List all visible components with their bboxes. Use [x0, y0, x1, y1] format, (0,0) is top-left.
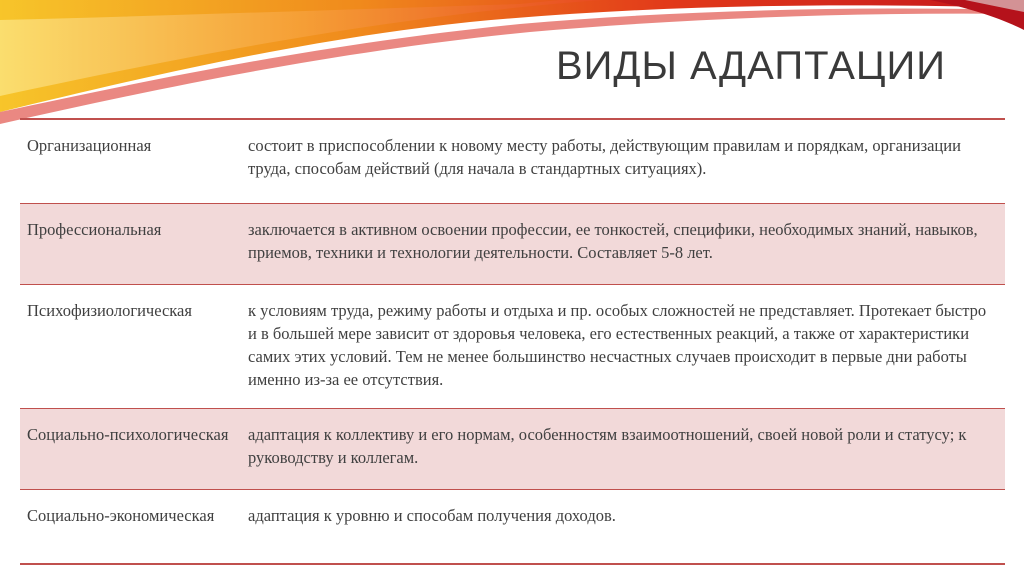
- row-description: к условиям труда, режиму работы и отдыха и пр. особых сложностей не представляет. Протекает быстро и в большей мере зависит от здоровья человека, его естественных реакций, а также от характеристики самих этих условий. Тем не менее большинство несчастных случаев происходит в первые дни работы именно из-за ее отсутствия.: [248, 301, 987, 389]
- table-bottom-border: [20, 563, 1005, 565]
- table-row: [20, 409, 1005, 490]
- row-description: адаптация к коллективу и его нормам, особенностям взаимоотношений, своей новой роли и статусу; к руководству и коллегам.: [248, 425, 967, 467]
- row-term: Социально-экономическая: [27, 506, 215, 525]
- row-term: Социально-психологическая: [27, 425, 229, 444]
- row-term: Организационная: [27, 136, 152, 155]
- row-description: заключается в активном освоении профессии, ее тонкостей, специфики, необходимых знаний, навыков, приемов, техники и технологии деятельности. Составляет 5-8 лет.: [248, 220, 978, 262]
- table-row: [20, 204, 1005, 285]
- table-row: [20, 490, 1005, 564]
- row-description: состоит в приспособлении к новому месту работы, действующим правилам и порядкам, организации труда, способам действий (для начала в стандартных ситуациях).: [248, 136, 961, 178]
- adaptation-types-table: [20, 118, 1005, 564]
- table-row: [20, 285, 1005, 409]
- row-description: адаптация к уровню и способам получения доходов.: [248, 506, 616, 525]
- table-row: [20, 120, 1005, 204]
- row-term: Профессиональная: [27, 220, 162, 239]
- slide-title: ВИДЫ АДАПТАЦИИ: [556, 44, 946, 88]
- row-term: Психофизиологическая: [27, 301, 192, 320]
